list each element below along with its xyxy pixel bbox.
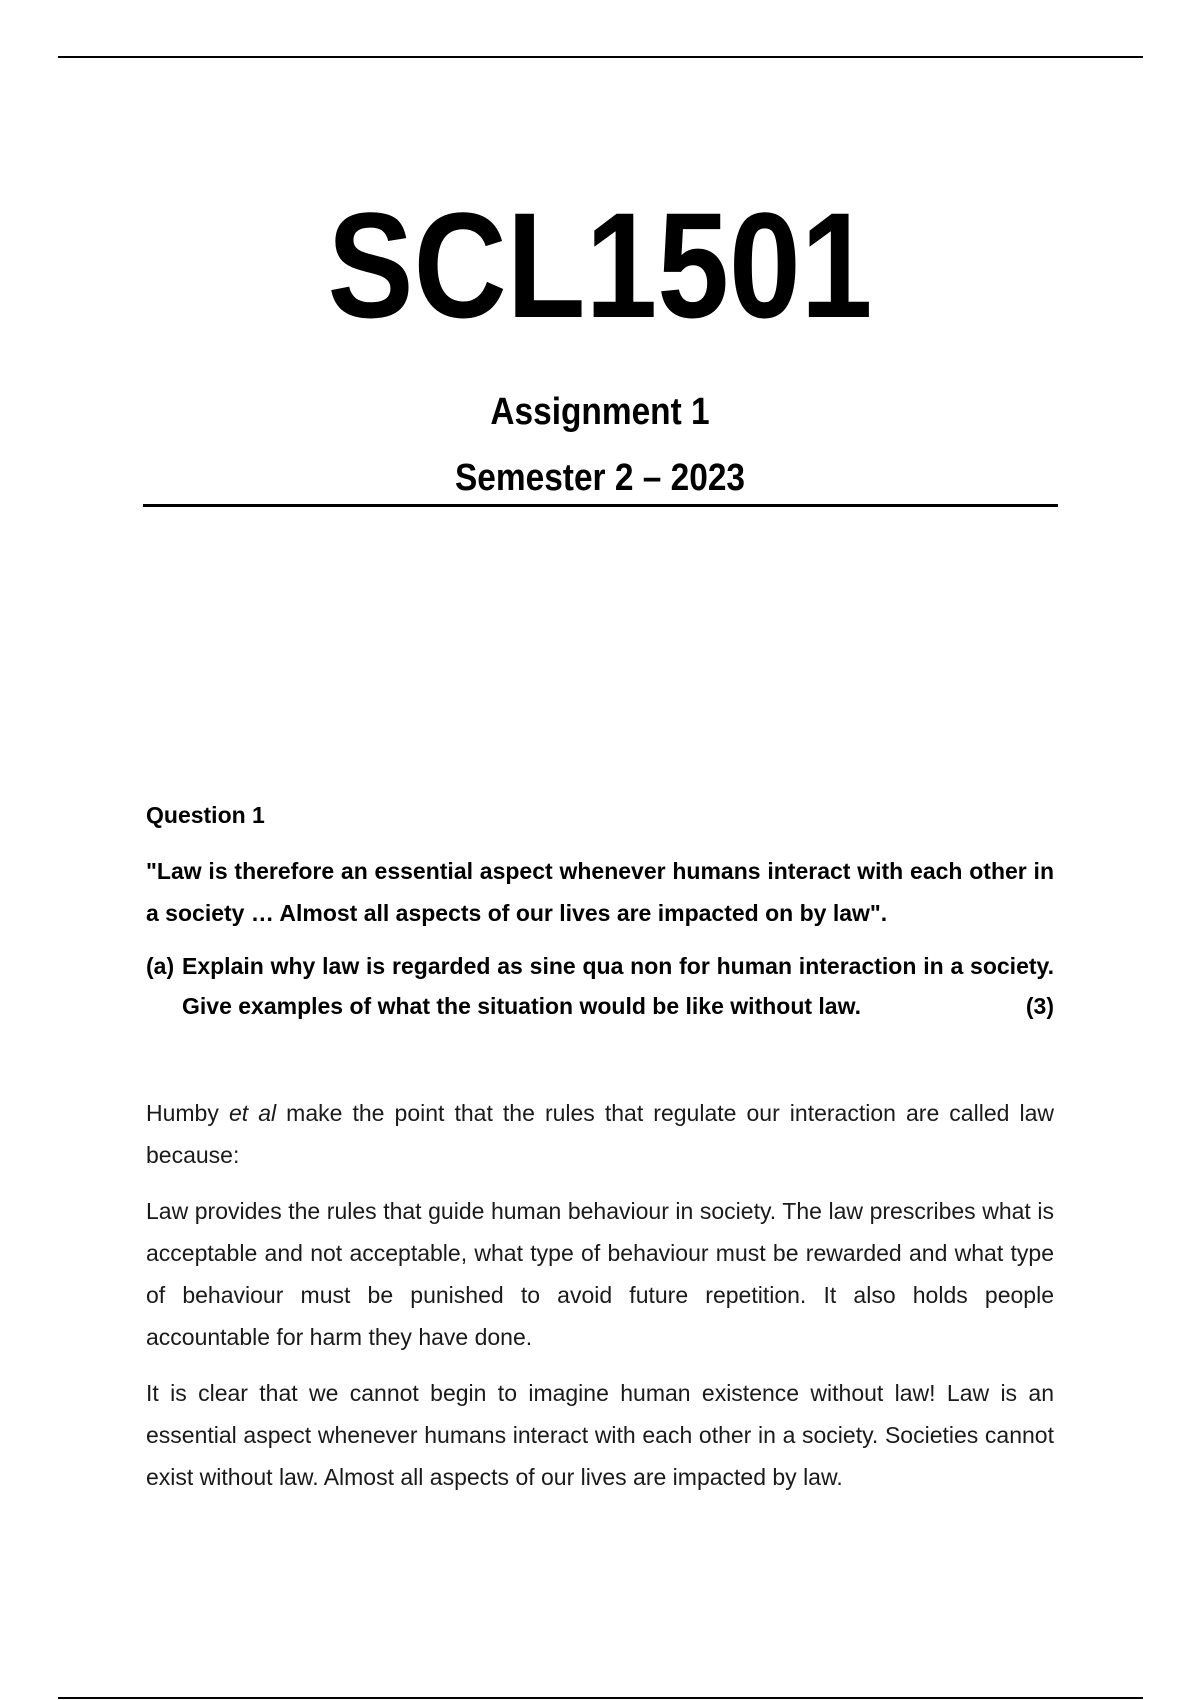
question-heading: Question 1 bbox=[146, 802, 265, 828]
answer-paragraph-2: Law provides the rules that guide human behaviour in society. The law prescribes what is acceptable and not acceptable, what type of behaviour must be rewarded and what type of behaviour must be punished to avoid future repetition. It also holds people accountable for harm they have done. bbox=[146, 1198, 1054, 1350]
question-quote: "Law is therefore an essential aspect whenever humans interact with each other in a society … Almost all aspects of our lives are impacted on by law". bbox=[146, 858, 1054, 926]
answer-paragraph-1 bbox=[146, 1092, 1054, 1176]
title-underline bbox=[143, 504, 1058, 507]
sub-question-label: (a) bbox=[146, 953, 175, 979]
answer-paragraph-3: It is clear that we cannot begin to imagine human existence without law! Law is an essential aspect whenever humans interact with each other in a society. Societies cannot exist without law. Almost all aspects of our lives are impacted by law. bbox=[146, 1380, 1054, 1490]
sub-question-text-content: Explain why law is regarded as sine qua non for human interaction in a society. Give examples of what the situation would be like without law. bbox=[182, 953, 1054, 1019]
answer-p1-italic: et al bbox=[228, 1100, 277, 1126]
course-code-title: SCL1501 bbox=[327, 181, 873, 349]
sub-question bbox=[146, 946, 1054, 1026]
document-body bbox=[146, 800, 1054, 1512]
answer-p1-start: Humby bbox=[146, 1100, 229, 1126]
bottom-divider bbox=[58, 1697, 1143, 1699]
marks-allocation: (3) bbox=[1025, 993, 1054, 1019]
sub-question-text bbox=[182, 946, 1054, 1026]
assignment-subtitle: Assignment 1 bbox=[490, 391, 710, 433]
top-divider bbox=[58, 56, 1143, 58]
semester-subtitle: Semester 2 – 2023 bbox=[454, 457, 746, 499]
answer-p1-end: make the point that the rules that regulate our interaction are called law because: bbox=[146, 1100, 1054, 1168]
